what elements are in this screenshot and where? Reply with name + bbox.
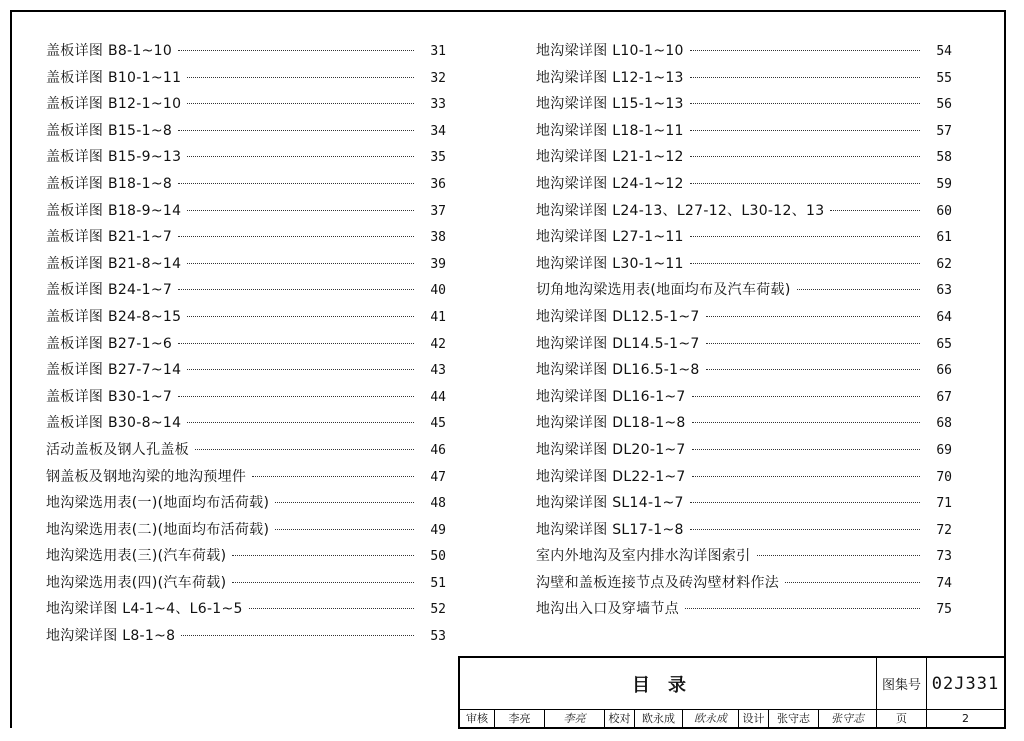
toc-entry-title: 地沟梁选用表(四)(汽车荷载) (46, 574, 227, 591)
toc-entry-page: 43 (430, 363, 446, 379)
toc-entry-page: 45 (430, 416, 446, 432)
toc-entry (46, 146, 446, 173)
toc-entry-page: 61 (936, 230, 952, 246)
toc-entry (536, 226, 952, 253)
toc-entry-page: 62 (936, 256, 952, 272)
toc-entry-title: 盖板详图 B21-1~7 (46, 229, 173, 246)
toc-entry-page: 36 (430, 176, 446, 192)
toc-entry (536, 279, 952, 306)
designer-name: 张守志 (768, 709, 818, 727)
dot-leader (706, 316, 920, 317)
toc-entry-title: 切角地沟梁选用表(地面均布及汽车荷载) (536, 282, 791, 299)
dot-leader (690, 502, 920, 503)
dot-leader (692, 476, 920, 477)
toc-entry-page: 71 (936, 496, 952, 512)
dot-leader (178, 343, 414, 344)
review-label: 审核 (466, 712, 488, 725)
toc-entry-page: 40 (430, 283, 446, 299)
toc-entry-page: 59 (936, 176, 952, 192)
toc-entry (46, 572, 446, 599)
toc-right-column (536, 40, 952, 625)
toc-entry-title: 地沟梁详图 DL22-1~7 (536, 468, 686, 485)
toc-entry-page: 57 (936, 123, 952, 139)
toc-entry-page: 64 (936, 309, 952, 325)
dot-leader (690, 130, 920, 131)
page-label: 页 (876, 709, 926, 727)
toc-entry (46, 306, 446, 333)
toc-entry (536, 466, 952, 493)
toc-entry (536, 67, 952, 94)
toc-entry-page: 75 (936, 602, 952, 618)
dot-leader (275, 529, 414, 530)
toc-entry (536, 572, 952, 599)
toc-entry (536, 545, 952, 572)
toc-entry (46, 492, 446, 519)
toc-entry-page: 72 (936, 522, 952, 538)
toc-entry-page: 49 (430, 522, 446, 538)
toc-entry (46, 359, 446, 386)
toc-entry (536, 492, 952, 519)
toc-entry-page: 34 (430, 123, 446, 139)
dot-leader (178, 396, 414, 397)
toc-entry-title: 盖板详图 B12-1~10 (46, 96, 182, 113)
toc-entry-page: 41 (430, 309, 446, 325)
toc-entry (46, 67, 446, 94)
toc-entry-title: 地沟梁选用表(一)(地面均布活荷载) (46, 495, 270, 512)
toc-entry-page: 42 (430, 336, 446, 352)
toc-entry-title: 地沟梁详图 L8-1~8 (46, 628, 176, 645)
toc-entry (536, 359, 952, 386)
toc-entry (536, 306, 952, 333)
toc-entry (536, 173, 952, 200)
toc-entry (46, 466, 446, 493)
dot-leader (830, 210, 920, 211)
toc-entry-page: 66 (936, 363, 952, 379)
toc-entry-page: 51 (430, 575, 446, 591)
toc-entry-title: 盖板详图 B30-1~7 (46, 388, 173, 405)
reviewer-signature: 李亮 (544, 709, 604, 727)
toc-entry (536, 519, 952, 546)
toc-entry-page: 44 (430, 389, 446, 405)
toc-entry-title: 盖板详图 B18-9~14 (46, 202, 182, 219)
toc-entry-page: 73 (936, 549, 952, 565)
toc-entry-title: 地沟梁详图 SL17-1~8 (536, 521, 684, 538)
dot-leader (232, 582, 414, 583)
dot-leader (690, 77, 920, 78)
toc-entry-title: 盖板详图 B30-8~14 (46, 415, 182, 432)
dot-leader (232, 555, 414, 556)
atlas-number: 02J331 (926, 658, 1004, 709)
dot-leader (178, 183, 414, 184)
reviewer-name: 李亮 (494, 709, 544, 727)
toc-entry-title: 地沟梁详图 DL16.5-1~8 (536, 362, 700, 379)
toc-entry (536, 333, 952, 360)
toc-entry-title: 地沟梁详图 L4-1~4、L6-1~5 (46, 601, 243, 618)
dot-leader (706, 369, 920, 370)
toc-entry-title: 室内外地沟及室内排水沟详图索引 (536, 548, 751, 565)
toc-entry-page: 68 (936, 416, 952, 432)
dot-leader (195, 449, 414, 450)
toc-entry (46, 598, 446, 625)
toc-entry-page: 54 (936, 44, 952, 59)
dot-leader (690, 156, 920, 157)
toc-entry-title: 地沟梁详图 DL12.5-1~7 (536, 308, 700, 325)
proof-label: 校对 (604, 709, 634, 727)
toc-entry-page: 56 (936, 97, 952, 113)
toc-entry (46, 333, 446, 360)
dot-leader (275, 502, 414, 503)
page-number: 2 (926, 709, 1004, 727)
toc-left-column (46, 40, 446, 652)
toc-entry (536, 439, 952, 466)
toc-entry-page: 60 (936, 203, 952, 219)
toc-entry (46, 412, 446, 439)
toc-entry-page: 55 (936, 70, 952, 86)
toc-entry-page: 70 (936, 469, 952, 485)
toc-entry-page: 52 (430, 602, 446, 618)
dot-leader (178, 289, 414, 290)
dot-leader (785, 582, 920, 583)
dot-leader (187, 156, 414, 157)
dot-leader (757, 555, 921, 556)
dot-leader (187, 316, 414, 317)
toc-entry-title: 地沟梁详图 L21-1~12 (536, 149, 684, 166)
toc-entry-title: 盖板详图 B24-1~7 (46, 282, 173, 299)
dot-leader (187, 210, 414, 211)
toc-entry-title: 盖板详图 B8-1~10 (46, 43, 173, 59)
toc-entry-title: 盖板详图 B15-1~8 (46, 122, 173, 139)
toc-entry (46, 545, 446, 572)
toc-entry-title: 钢盖板及钢地沟梁的地沟预埋件 (46, 468, 247, 485)
toc-entry (46, 386, 446, 413)
dot-leader (690, 103, 920, 104)
toc-entry-title: 地沟梁详图 L30-1~11 (536, 255, 684, 272)
atlas-number-label: 图集号 (876, 658, 926, 709)
toc-entry-title: 盖板详图 B10-1~11 (46, 69, 182, 86)
toc-entry-title: 地沟梁详图 DL16-1~7 (536, 388, 686, 405)
dot-leader (187, 103, 414, 104)
dot-leader (690, 236, 920, 237)
toc-entry (536, 120, 952, 147)
toc-entry-page: 47 (430, 469, 446, 485)
dot-leader (187, 369, 414, 370)
toc-entry (536, 200, 952, 227)
toc-entry-page: 37 (430, 203, 446, 219)
toc-entry (46, 519, 446, 546)
toc-entry-page: 74 (936, 575, 952, 591)
designer-signature: 张守志 (818, 709, 876, 727)
toc-entry-title: 盖板详图 B21-8~14 (46, 255, 182, 272)
toc-entry-title: 地沟梁详图 L24-13、L27-12、L30-12、13 (536, 202, 825, 219)
dot-leader (178, 236, 414, 237)
toc-entry (536, 598, 952, 625)
toc-entry (536, 412, 952, 439)
toc-entry-page: 67 (936, 389, 952, 405)
toc-entry-page: 39 (430, 256, 446, 272)
toc-entry (536, 40, 952, 67)
toc-entry-title: 地沟梁详图 DL14.5-1~7 (536, 335, 700, 352)
toc-entry-title: 地沟梁详图 L15-1~13 (536, 96, 684, 113)
dot-leader (187, 77, 414, 78)
dot-leader (187, 263, 414, 264)
dot-leader (690, 263, 920, 264)
toc-entry (46, 173, 446, 200)
toc-entry-page: 32 (430, 70, 446, 86)
dot-leader (249, 608, 414, 609)
toc-entry-title: 盖板详图 B24-8~15 (46, 308, 182, 325)
toc-entry-title: 活动盖板及钢人孔盖板 (46, 441, 189, 458)
toc-entry-title: 盖板详图 B27-1~6 (46, 335, 173, 352)
toc-entry-title: 地沟梁详图 L12-1~13 (536, 69, 684, 86)
dot-leader (690, 50, 920, 51)
toc-entry (46, 120, 446, 147)
toc-entry (536, 386, 952, 413)
dot-leader (690, 183, 920, 184)
toc-entry-page: 46 (430, 442, 446, 458)
toc-entry-title: 地沟梁选用表(二)(地面均布活荷载) (46, 521, 270, 538)
toc-entry (46, 279, 446, 306)
toc-entry-page: 48 (430, 496, 446, 512)
toc-entry (46, 226, 446, 253)
dot-leader (692, 396, 920, 397)
toc-entry-title: 地沟梁详图 L10-1~10 (536, 43, 684, 59)
toc-entry-page: 69 (936, 442, 952, 458)
toc-entry (46, 40, 446, 67)
toc-entry-title: 地沟梁选用表(三)(汽车荷载) (46, 548, 227, 565)
toc-entry-title: 盖板详图 B27-7~14 (46, 362, 182, 379)
dot-leader (690, 529, 920, 530)
toc-entry-page: 38 (430, 230, 446, 246)
toc-entry (536, 253, 952, 280)
toc-entry-page: 58 (936, 150, 952, 166)
toc-entry (536, 146, 952, 173)
toc-entry-title: 地沟出入口及穿墙节点 (536, 601, 679, 618)
dot-leader (178, 50, 414, 51)
dot-leader (692, 449, 920, 450)
design-label: 设计 (738, 709, 768, 727)
title-block (458, 656, 1006, 729)
toc-entry-title: 地沟梁详图 L18-1~11 (536, 122, 684, 139)
toc-entry-title: 沟壁和盖板连接节点及砖沟壁材料作法 (536, 574, 780, 591)
dot-leader (692, 422, 920, 423)
toc-entry-page: 31 (430, 44, 446, 59)
toc-entry-page: 35 (430, 150, 446, 166)
dot-leader (706, 343, 920, 344)
toc-entry-title: 地沟梁详图 DL20-1~7 (536, 441, 686, 458)
toc-entry-page: 50 (430, 549, 446, 565)
toc-entry-title: 盖板详图 B18-1~8 (46, 175, 173, 192)
toc-entry (46, 93, 446, 120)
toc-entry (46, 439, 446, 466)
dot-leader (797, 289, 920, 290)
dot-leader (252, 476, 414, 477)
toc-entry-page: 65 (936, 336, 952, 352)
toc-entry-title: 地沟梁详图 SL14-1~7 (536, 495, 684, 512)
dot-leader (178, 130, 414, 131)
toc-entry-title: 地沟梁详图 L27-1~11 (536, 229, 684, 246)
toc-entry (46, 200, 446, 227)
dot-leader (181, 635, 414, 636)
toc-entry-page: 53 (430, 629, 446, 645)
toc-entry-page: 63 (936, 283, 952, 299)
toc-entry (46, 625, 446, 652)
toc-entry-title: 盖板详图 B15-9~13 (46, 149, 182, 166)
toc-entry-page: 33 (430, 97, 446, 113)
toc-entry-title: 地沟梁详图 DL18-1~8 (536, 415, 686, 432)
title-block-top-row (460, 658, 1004, 710)
toc-entry (46, 253, 446, 280)
title-block-signature-row (460, 709, 1004, 727)
drawing-title: 目录 (632, 674, 704, 696)
toc-entry-title: 地沟梁详图 L24-1~12 (536, 175, 684, 192)
dot-leader (685, 608, 920, 609)
dot-leader (187, 422, 414, 423)
toc-entry (536, 93, 952, 120)
proofreader-name: 欧永成 (634, 709, 682, 727)
proofreader-signature: 欧永成 (682, 709, 738, 727)
